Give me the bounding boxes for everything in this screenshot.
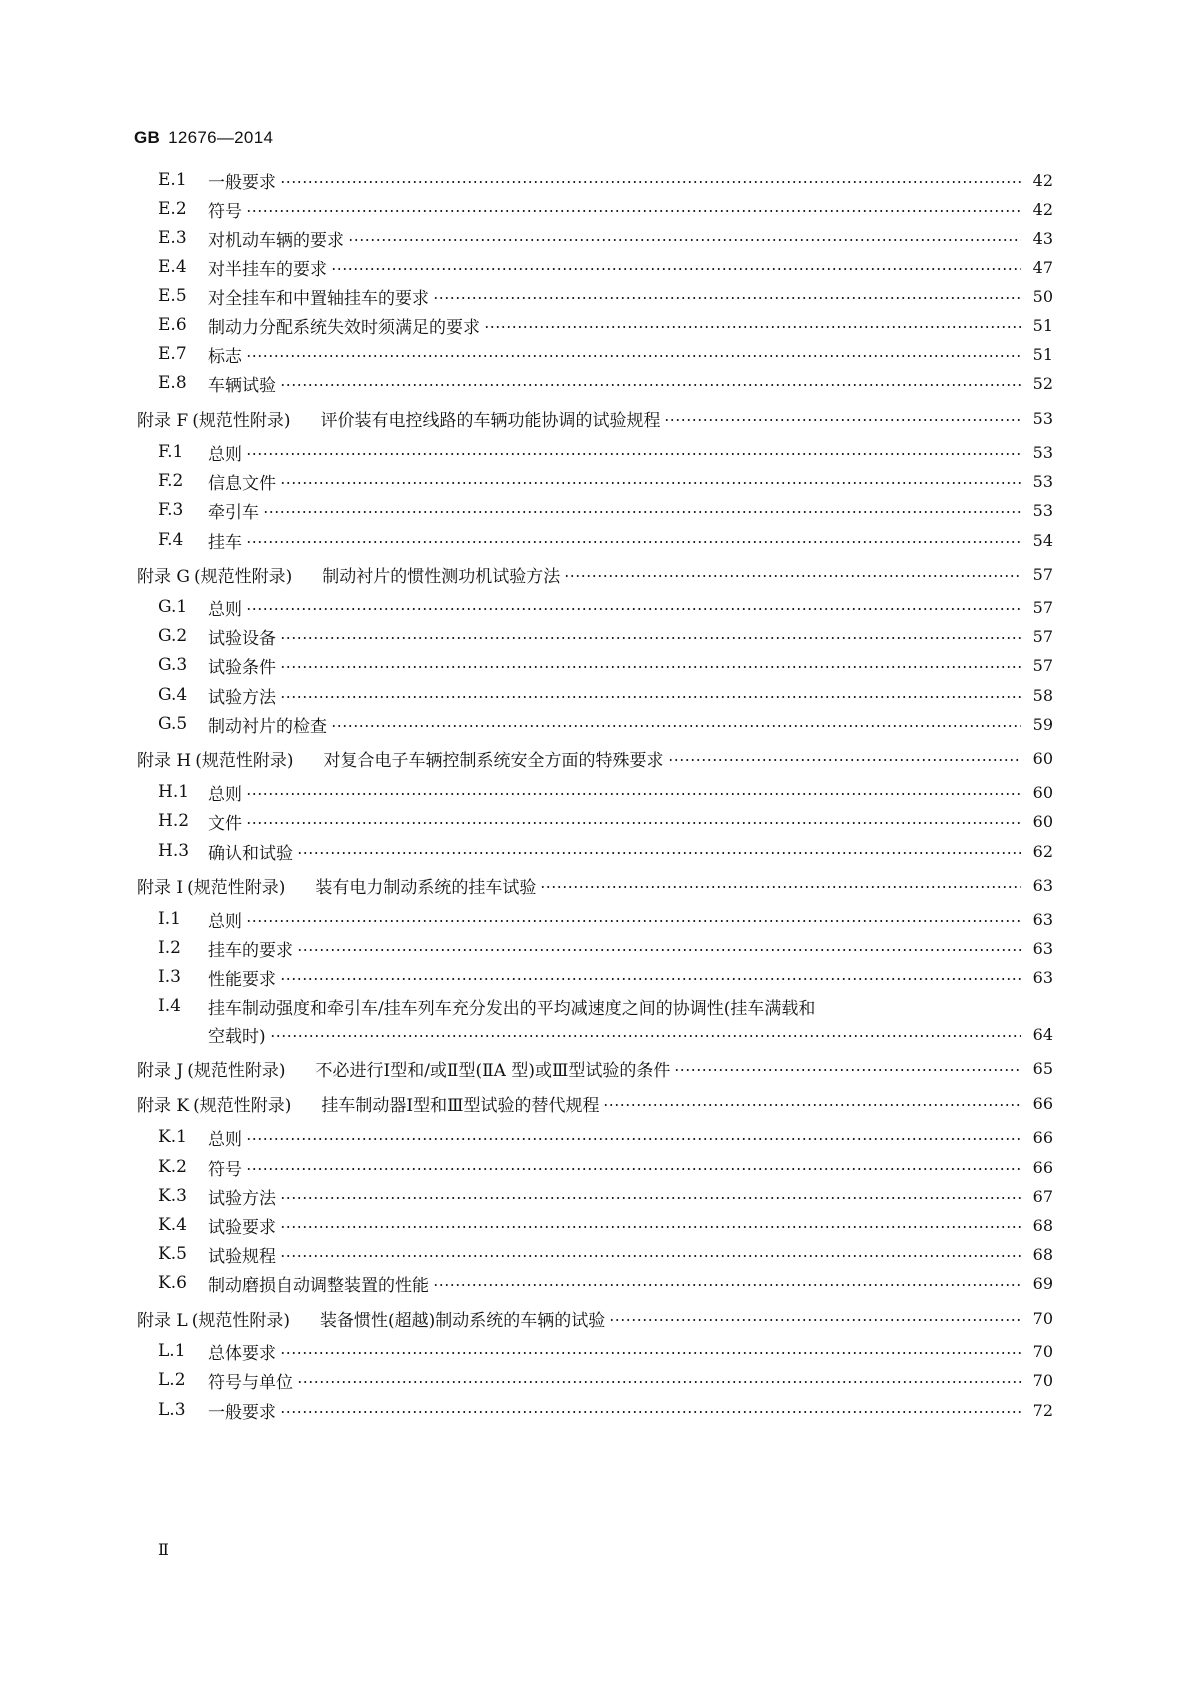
section-number: E.1 (158, 170, 187, 190)
dot-leader (280, 181, 1021, 183)
toc-section-entry[interactable] (158, 936, 1053, 960)
page-number: 52 (1032, 373, 1053, 393)
toc-section-entry[interactable] (158, 809, 1053, 833)
dot-leader (263, 511, 1021, 513)
dot-leader (664, 419, 1021, 421)
section-number: E.5 (158, 286, 187, 306)
page-number: 66 (1032, 1093, 1053, 1113)
dot-leader (280, 666, 1021, 668)
page-number: 57 (1032, 564, 1053, 584)
entry-title: 一般要求 (208, 172, 276, 193)
page-number: 64 (1032, 1024, 1053, 1044)
section-number: F.1 (158, 442, 184, 462)
entry-title: 试验规程 (208, 1246, 276, 1267)
entry-title: 挂车制动器Ⅰ型和Ⅲ型试验的替代规程 (321, 1095, 600, 1116)
toc-section-entry[interactable] (158, 498, 1053, 522)
entry-title: 总则 (208, 784, 242, 805)
toc-section-entry[interactable] (158, 313, 1053, 337)
entry-title: 牵引车 (208, 502, 259, 523)
page-number: 69 (1032, 1273, 1053, 1293)
entry-title: 试验条件 (208, 657, 276, 678)
section-number: I.1 (158, 909, 181, 929)
entry-title: 一般要求 (208, 1402, 276, 1423)
entry-title: 装备惯性(超越)制动系统的车辆的试验 (319, 1310, 606, 1331)
appendix-type: (规范性附录) (195, 750, 294, 771)
page-number: 60 (1032, 782, 1053, 802)
page-number: 42 (1032, 199, 1053, 219)
toc-section-entry[interactable] (158, 683, 1053, 707)
dot-leader (484, 326, 1021, 328)
page-number-roman: Ⅱ (158, 1540, 169, 1559)
entry-title: 对半挂车的要求 (208, 259, 327, 280)
page-number: 66 (1032, 1157, 1053, 1177)
dot-leader (246, 453, 1021, 455)
page-number: 57 (1032, 626, 1053, 646)
dot-leader (331, 268, 1021, 270)
dot-leader (280, 1352, 1021, 1354)
standard-prefix: GB (134, 128, 161, 147)
appendix-number: 附录 J (137, 1060, 184, 1081)
section-number: G.3 (158, 655, 188, 675)
dot-leader (246, 210, 1021, 212)
entry-title: 试验方法 (208, 687, 276, 708)
page-number: 63 (1032, 875, 1053, 895)
appendix-number: 附录 H (137, 750, 192, 771)
toc-section-entry[interactable] (158, 1155, 1053, 1179)
entry-title: 制动力分配系统失效时须满足的要求 (208, 317, 480, 338)
toc-section-entry[interactable] (158, 780, 1053, 804)
section-number: K.6 (158, 1273, 187, 1293)
section-number: H.3 (158, 841, 190, 861)
section-number: L.1 (158, 1341, 186, 1361)
section-number: G.5 (158, 714, 188, 734)
toc-section-entry[interactable] (158, 1242, 1053, 1266)
appendix-type: (规范性附录) (193, 1095, 292, 1116)
toc-section-entry[interactable] (158, 1271, 1053, 1295)
section-number: F.3 (158, 500, 184, 520)
section-number: K.4 (158, 1215, 187, 1235)
dot-leader (280, 1197, 1021, 1199)
entry-title: 总体要求 (208, 1343, 276, 1364)
dot-leader (246, 541, 1021, 543)
document-header (134, 128, 273, 148)
dot-leader (297, 1381, 1021, 1383)
section-number: L.2 (158, 1370, 186, 1390)
page-number: 51 (1032, 344, 1053, 364)
page-number: 66 (1032, 1127, 1053, 1147)
dot-leader (246, 920, 1021, 922)
dot-leader (246, 1138, 1021, 1140)
dot-leader (433, 297, 1021, 299)
section-number: E.3 (158, 228, 187, 248)
page-number: 63 (1032, 938, 1053, 958)
section-number: E.8 (158, 373, 187, 393)
toc-appendix-entry[interactable] (137, 1306, 1053, 1330)
toc-section-entry[interactable] (158, 595, 1053, 619)
section-number: H.2 (158, 811, 190, 831)
page-number: 54 (1032, 530, 1053, 550)
dot-leader (280, 384, 1021, 386)
section-number: K.2 (158, 1157, 187, 1177)
section-number: E.6 (158, 315, 187, 335)
toc-section-entry[interactable] (158, 907, 1053, 931)
toc-section-entry[interactable] (158, 839, 1053, 863)
dot-leader (280, 978, 1021, 980)
page-number: 58 (1032, 685, 1053, 705)
appendix-number: 附录 F (137, 410, 189, 431)
dot-leader (246, 608, 1021, 610)
page-number: 60 (1032, 811, 1053, 831)
entry-title: 信息文件 (208, 473, 276, 494)
entry-title: 总则 (208, 444, 242, 465)
page-number: 50 (1032, 286, 1053, 306)
toc-appendix-entry[interactable] (137, 746, 1053, 770)
section-number: K.1 (158, 1127, 187, 1147)
page-number: 62 (1032, 841, 1053, 861)
toc-appendix-entry[interactable] (137, 562, 1053, 586)
page-number: 53 (1032, 471, 1053, 491)
dot-leader (246, 355, 1021, 357)
section-number: G.1 (158, 597, 188, 617)
dot-leader (280, 637, 1021, 639)
section-number: E.2 (158, 199, 187, 219)
section-number: K.3 (158, 1186, 187, 1206)
entry-title: 车辆试验 (208, 375, 276, 396)
appendix-number: 附录 L (137, 1310, 188, 1331)
page-number: 53 (1032, 500, 1053, 520)
page-number: 67 (1032, 1186, 1053, 1206)
section-number: K.5 (158, 1244, 187, 1264)
page-number: 60 (1032, 748, 1053, 768)
dot-leader (297, 949, 1021, 951)
toc-appendix-entry[interactable] (137, 406, 1053, 430)
entry-title: 符号 (208, 1159, 242, 1180)
entry-title: 装有电力制动系统的挂车试验 (315, 877, 537, 898)
entry-title: 对全挂车和中置轴挂车的要求 (208, 288, 429, 309)
toc-section-entry[interactable] (158, 1125, 1053, 1149)
toc-section-entry[interactable] (158, 1368, 1053, 1392)
appendix-type: (规范性附录) (187, 877, 286, 898)
entry-title: 制动磨损自动调整装置的性能 (208, 1275, 429, 1296)
entry-title: 标志 (208, 346, 242, 367)
entry-title: 总则 (208, 599, 242, 620)
toc-section-entry[interactable] (158, 284, 1053, 308)
section-number: G.4 (158, 685, 188, 705)
page-number: 59 (1032, 714, 1053, 734)
appendix-type: (规范性附录) (191, 1310, 290, 1331)
page-number: 57 (1032, 655, 1053, 675)
toc-section-entry[interactable] (158, 440, 1053, 464)
toc-section-entry[interactable] (158, 197, 1053, 221)
entry-title: 不必进行Ⅰ型和/或Ⅱ型(ⅡA 型)或Ⅲ型试验的条件 (315, 1060, 671, 1081)
page-number: 42 (1032, 170, 1053, 190)
entry-title: 符号与单位 (208, 1372, 293, 1393)
toc-section-entry[interactable] (158, 1398, 1053, 1422)
dot-leader (540, 886, 1021, 888)
toc-appendix-entry[interactable] (137, 1091, 1053, 1115)
entry-title: 制动衬片的惯性测功机试验方法 (322, 566, 561, 587)
entry-title: 文件 (208, 813, 242, 834)
dot-leader (246, 822, 1021, 824)
toc-section-entry[interactable] (158, 342, 1053, 366)
page-number: 57 (1032, 597, 1053, 617)
section-number: G.2 (158, 626, 188, 646)
entry-title: 试验设备 (208, 628, 276, 649)
section-number: I.2 (158, 938, 181, 958)
page-number: 68 (1032, 1215, 1053, 1235)
page-number: 53 (1032, 442, 1053, 462)
entry-title: 确认和试验 (208, 843, 293, 864)
dot-leader (674, 1069, 1021, 1071)
entry-title: 评价装有电控线路的车辆功能协调的试验规程 (320, 410, 661, 431)
toc-section-entry[interactable] (158, 469, 1053, 493)
toc-section-entry[interactable] (158, 994, 1053, 1018)
entry-title: 对复合电子车辆控制系统安全方面的特殊要求 (323, 750, 664, 771)
section-number: I.4 (158, 996, 181, 1016)
entry-title: 挂车制动强度和牵引车/挂车列车充分发出的平均减速度之间的协调性(挂车满载和 (208, 998, 816, 1019)
entry-title: 制动衬片的检查 (208, 716, 327, 737)
dot-leader (433, 1284, 1021, 1286)
page-number: 70 (1032, 1308, 1053, 1328)
toc-section-entry[interactable] (158, 1184, 1053, 1208)
toc-appendix-entry[interactable] (137, 873, 1053, 897)
entry-title: 对机动车辆的要求 (208, 230, 344, 251)
page-number: 51 (1032, 315, 1053, 335)
dot-leader (348, 239, 1021, 241)
toc-section-entry[interactable] (158, 712, 1053, 736)
appendix-number: 附录 K (137, 1095, 190, 1116)
standard-number: 12676—2014 (168, 128, 274, 147)
entry-title: 挂车的要求 (208, 940, 293, 961)
section-number: E.4 (158, 257, 187, 277)
section-number: F.4 (158, 530, 184, 550)
entry-title: 符号 (208, 201, 242, 222)
dot-leader (668, 759, 1022, 761)
dot-leader (331, 725, 1021, 727)
appendix-type: (规范性附录) (192, 410, 291, 431)
toc-section-entry[interactable] (158, 528, 1053, 552)
appendix-type: (规范性附录) (187, 1060, 286, 1081)
toc-appendix-entry[interactable] (137, 1056, 1053, 1080)
appendix-number: 附录 G (137, 566, 190, 587)
page-number: 68 (1032, 1244, 1053, 1264)
entry-title: 性能要求 (208, 969, 276, 990)
dot-leader (603, 1104, 1021, 1106)
toc-section-entry[interactable] (158, 371, 1053, 395)
page-number: 70 (1032, 1341, 1053, 1361)
dot-leader (280, 1411, 1021, 1413)
dot-leader (297, 852, 1021, 854)
toc-section-entry[interactable] (158, 653, 1053, 677)
dot-leader (280, 482, 1021, 484)
entry-title: 试验方法 (208, 1188, 276, 1209)
toc-section-entry[interactable] (158, 965, 1053, 989)
entry-title: 空载时) (208, 1026, 266, 1047)
page-number: 53 (1032, 408, 1053, 428)
appendix-number: 附录 I (137, 877, 184, 898)
section-number: I.3 (158, 967, 181, 987)
section-number: E.7 (158, 344, 187, 364)
page-number: 63 (1032, 909, 1053, 929)
toc-section-entry-continued[interactable] (158, 1022, 1053, 1046)
toc-section-entry[interactable] (158, 1339, 1053, 1363)
dot-leader (270, 1035, 1021, 1037)
page-number: 72 (1032, 1400, 1053, 1420)
dot-leader (246, 793, 1021, 795)
entry-title: 挂车 (208, 532, 242, 553)
page-number: 43 (1032, 228, 1053, 248)
page-number: 47 (1032, 257, 1053, 277)
dot-leader (564, 575, 1021, 577)
appendix-type: (规范性附录) (193, 566, 293, 587)
section-number: L.3 (158, 1400, 186, 1420)
toc-section-entry[interactable] (158, 226, 1053, 250)
section-number: F.2 (158, 471, 184, 491)
dot-leader (280, 696, 1021, 698)
page-number: 70 (1032, 1370, 1053, 1390)
dot-leader (280, 1255, 1021, 1257)
section-number: H.1 (158, 782, 190, 802)
dot-leader (609, 1319, 1021, 1321)
toc-section-entry[interactable] (158, 168, 1053, 192)
dot-leader (246, 1168, 1021, 1170)
toc-section-entry[interactable] (158, 624, 1053, 648)
toc-section-entry[interactable] (158, 1213, 1053, 1237)
page-number: 63 (1032, 967, 1053, 987)
entry-title: 试验要求 (208, 1217, 276, 1238)
entry-title: 总则 (208, 1129, 242, 1150)
page-number: 65 (1032, 1058, 1053, 1078)
entry-title: 总则 (208, 911, 242, 932)
toc-section-entry[interactable] (158, 255, 1053, 279)
dot-leader (280, 1226, 1021, 1228)
